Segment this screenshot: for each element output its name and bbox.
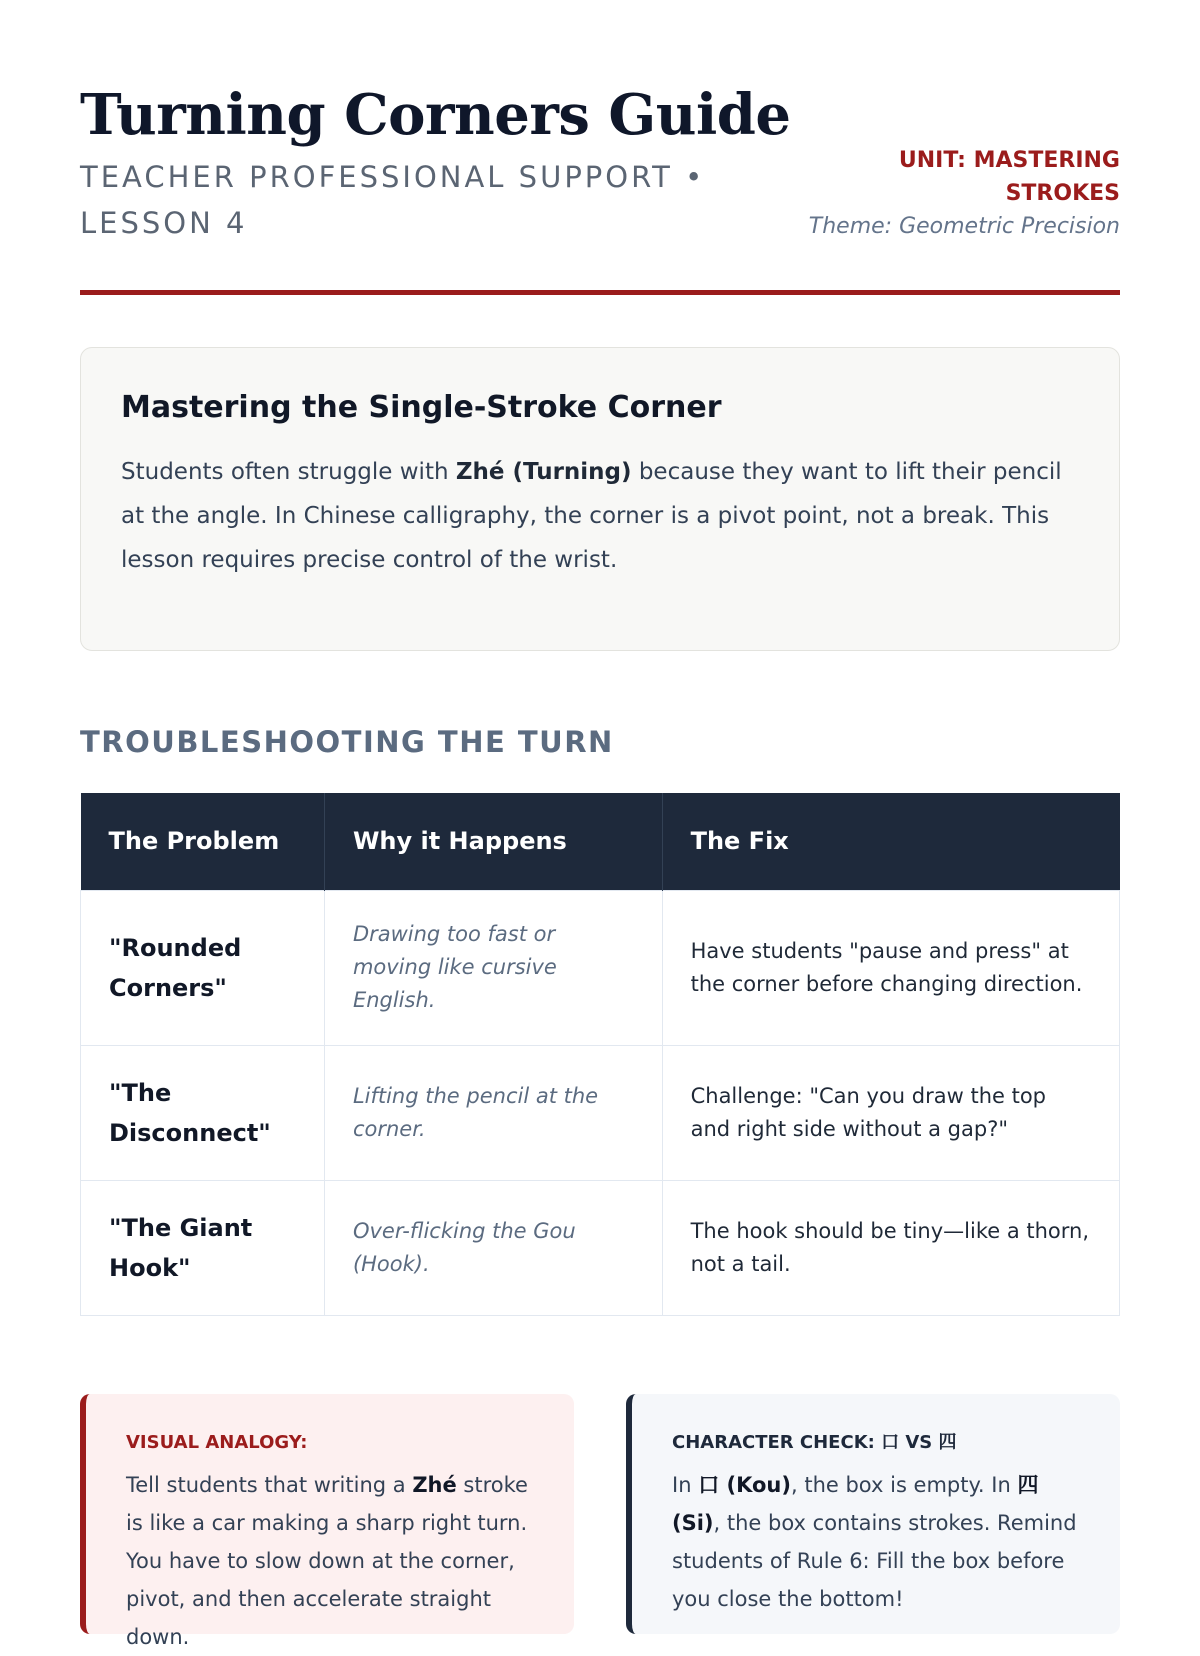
why-cell: Lifting the pencil at the corner. (324, 1045, 662, 1180)
intro-text-part: because they want to lift their pencil at the angle. In Chinese calligraphy, the corner is a pivot point, not a break. This lesson requires precise control of the wrist. (121, 459, 1062, 573)
analogy-text-part: stroke is like a car making a sharp right turn. You have to slow down at the corner, pivot, and then accelerate straight down. (126, 1473, 528, 1649)
character-check-label: CHARACTER CHECK: 口 VS 四 (672, 1432, 957, 1453)
page-subtitle: TEACHER PROFESSIONAL SUPPORT • LESSON 4 (80, 160, 706, 240)
analogy-label: VISUAL ANALOGY: (126, 1432, 308, 1453)
fix-cell: Have students "pause and press" at the corner before changing direction. (662, 890, 1119, 1045)
character-check-text (672, 1466, 1082, 1618)
check-text-part: , the box contains strokes. Remind students of Rule 6: Fill the box before you close the bottom! (672, 1511, 1077, 1611)
intro-card (80, 347, 1120, 651)
table-row (81, 1180, 1120, 1315)
page-title: Turning Corners Guide (80, 82, 791, 148)
table-row (81, 1045, 1120, 1180)
problem-cell: "The Giant Hook" (81, 1180, 325, 1315)
analogy-text (126, 1466, 536, 1656)
page-header (80, 80, 1120, 295)
table-row (81, 890, 1120, 1045)
table-header-row (81, 793, 1120, 890)
check-char-kou: 口 (Kou) (698, 1473, 791, 1497)
check-text-part: In (672, 1473, 699, 1497)
why-cell: Over-flicking the Gou (Hook). (324, 1180, 662, 1315)
character-check-callout (626, 1394, 1120, 1634)
check-text-part: , the box is empty. In (790, 1473, 1018, 1497)
column-header-why: Why it Happens (324, 793, 662, 890)
intro-text (121, 450, 1079, 582)
intro-text-part: Students often struggle with (121, 459, 456, 485)
visual-analogy-callout (80, 1394, 574, 1649)
intro-highlight: Zhé (Turning) (455, 459, 632, 485)
analogy-text-part: Tell students that writing a (126, 1473, 413, 1497)
fix-cell: The hook should be tiny—like a thorn, not a tail. (662, 1180, 1119, 1315)
analogy-highlight: Zhé (412, 1473, 457, 1497)
problem-cell: "Rounded Corners" (81, 890, 325, 1045)
problem-cell: "The Disconnect" (81, 1045, 325, 1180)
fix-cell: Challenge: "Can you draw the top and right side without a gap?" (662, 1045, 1119, 1180)
column-header-fix: The Fix (662, 793, 1119, 890)
section-title: TROUBLESHOOTING THE TURN (80, 725, 614, 759)
column-header-problem: The Problem (81, 793, 325, 890)
unit-label: UNIT: MASTERING STROKES (898, 148, 1120, 206)
why-cell: Drawing too fast or moving like cursive English. (324, 890, 662, 1045)
intro-heading: Mastering the Single-Stroke Corner (121, 390, 722, 425)
troubleshooting-table (80, 793, 1120, 1316)
check-char-si: 四 (Si) (672, 1473, 1039, 1535)
theme-label: Theme: Geometric Precision (808, 214, 1120, 239)
